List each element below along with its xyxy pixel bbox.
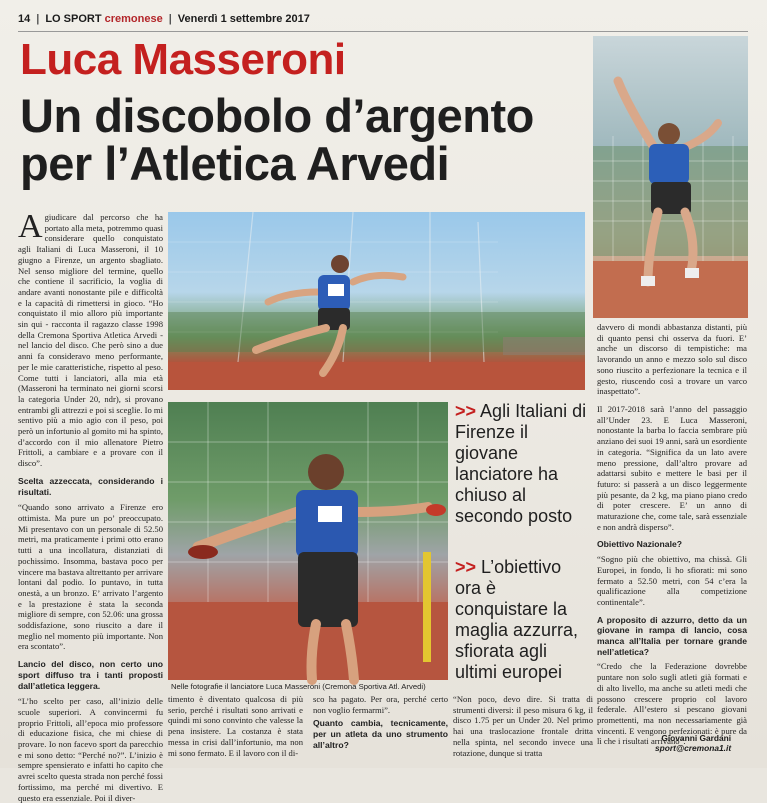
photo-caption: Nelle fotografie il lanciatore Luca Masseroni (Cremona Sportiva Atl. Arvedi) — [171, 682, 426, 691]
section-name — [45, 13, 162, 25]
pullquote-1 — [455, 401, 590, 527]
author-byline — [655, 733, 731, 753]
photo-athlete-vertical — [593, 36, 748, 318]
pullquote-arrows: >> — [455, 557, 477, 577]
article-paragraph: timento è diventato qualcosa di più serio, perché i risultati sono arrivati e quindi mi sono convinto che valesse la pena insistere. La costanza è stata messa in crisi dall’infortunio, ma non mi sono fermato. E il lavoro con il di- — [168, 694, 303, 758]
headline-line-2: per l’Atletica Arvedi — [20, 137, 450, 191]
author-email: sport@cremona1.it — [655, 743, 732, 753]
header-separator: | — [168, 13, 172, 25]
interview-question: Scelta azzeccata, considerando i risultati. — [18, 475, 163, 497]
article-paragraph — [18, 208, 163, 469]
article-paragraph: “Quando sono arrivato a Firenze ero ottimista. Ma pure un po’ preoccupato. Mi presentavo con un personale di 52.50 metri, ma praticamente i primi otto erano tutti a una incollatura, distanziati di pochissimo. Insomma, bastava poco per vincere ma bastava altrettanto per arrivare lontani dal podio. Io puntavo, in tutta onestà, a un bronzo. E’ arrivato l’argento e la prestazione è stata la seconda migliore di sempre, con 52.06: una grossa soddisfazione, sono riuscito a dare il meglio nel momento più importante. Non era scontato”. — [18, 502, 163, 652]
article-paragraph: “Sogno più che obiettivo, ma chissà. Gli Europei, in fondo, li ho sfiorati: mi sono fermato a 52.50 metri, con 54 c’era la qualificazione alla competizione continentale”. — [597, 554, 747, 607]
page-header — [18, 10, 748, 28]
photo-athlete-wide — [168, 212, 585, 390]
headline-line-1: Un discobolo d’argento — [20, 89, 534, 142]
pullquote-text: L’obiettivo ora è conquistare la maglia azzurra, sfiorata agli ultimi europei — [455, 557, 579, 682]
interview-question: Lancio del disco, non certo uno sport diffuso tra i tanti proposti dall’atletica leggera. — [18, 659, 163, 691]
photo-athlete-vertical-illustration — [593, 36, 748, 318]
article-column-2 — [168, 694, 448, 766]
article-column-3 — [453, 694, 593, 766]
page-number: 14 — [18, 13, 31, 25]
article-paragraph: davvero di mondi abbastanza distanti, più di quanto pensi chi osserva da fuori. E’ anche un discorso di tempistiche: ma lavorando un anno e mezzo solo sul disco sono riuscito a perfezionare la tecnica e il gesto, riuscendo così a trovare un varco inaspettato”. — [597, 322, 747, 397]
section-label: LO SPORT — [45, 13, 102, 25]
pullquote-2 — [455, 557, 590, 683]
article-paragraph: “Non poco, devo dire. Si tratta di strumenti diversi: il peso misura 6 kg, il disco 1.75 per un Under 20. Nel primo hai una traslocazione frontale dritta nella spinta, nel secondo invece una rotazione, dunque si tratta — [453, 694, 593, 758]
section-accent: cremonese — [104, 13, 163, 25]
headline-name: Luca Masseroni — [20, 35, 346, 84]
pullquote-text: Agli Italiani di Firenze il giovane lanciatore ha chiuso al secondo posto — [455, 401, 587, 526]
interview-question: A proposito di azzurro, detto da un giovane in rampa di lancio, cosa manca all’Italia per tornare grande nell’atletica? — [597, 614, 747, 657]
article-paragraph: sco ha pagato. Per ora, perché certo non voglio fermarmi”. — [313, 694, 448, 715]
article-column-1 — [18, 208, 163, 803]
header-separator: | — [36, 13, 40, 25]
paragraph-text: giudicare dal percorso che ha portato alla meta, potremmo quasi considerare quello conquistato agli Italiani di Luca Masseroni, il 10 giugno a Firenze, un argento sbagliato. Nel senso migliore del termine, quello che contiene il sacrificio, la voglia di andare avanti nonostante pile e difficoltà e la capacità di rimettersi in gioco. “Ho conquistato il mio alloro più importante sin qui - racconta il ragazzo classe 1998 della Cremona Sportiva Atletica Arvedi - nel lancio del disco. Che però sino a due anni fa consideravo meno performante, per le mie caratteristiche, rispetto al peso. Come tutti i lanciatori, alla mia età (Masseroni ha terminato nei giorni scorsi la categoria Under 20, ndr), si provano entrambi gli attrezzi e poi si sceglie. Io mi sentivo più a mio agio con il peso, poi però un infortunio al gomito mi ha spinto, d’accordo con il mio allenatore Pietro Frittoli, a cambiare e a provare con il disco”. — [18, 212, 163, 469]
photo-athlete-wide-illustration — [168, 212, 585, 390]
photo-athlete-closeup — [168, 402, 448, 680]
drop-cap: A — [18, 208, 43, 245]
article-paragraph: Il 2017-2018 sarà l’anno del passaggio all’Under 23. E Luca Masseroni, nonostante la barba lo faccia sembrare più anziano dei suoi 19 anni, sarà un esordiente in categoria. “Significa da un lato avere meno pressione, dall’altro provare ad adattarsi subito e mettere le basi per il futuro: si passerà a un disco leggermente più pesante, da 2 kg, ma piano piano credo di poter crescere. E’ un anno di maturazione che, come tale, sarà essenziale e non andrà disperso”. — [597, 404, 747, 532]
article-paragraph: “L’ho scelto per caso, all’inizio delle scuole superiori. A convincermi fu proprio Frittoli, all’epoca mio professore di educazione fisica, che mi chiese di provare. Io non facevo sport da parecchio e mi sono detto: “Perché no?”. L’inizio è sempre spensierato e infatti ho capito che avrei scelto questa strada non perché fossi fortissimo, ma perché mi divertivo. E questo era essenziale. Poi il diver- — [18, 696, 163, 803]
article-column-5 — [597, 404, 747, 749]
article-column-4 — [597, 322, 747, 412]
issue-date: Venerdì 1 settembre 2017 — [177, 13, 310, 25]
pullquote-arrows: >> — [455, 401, 477, 421]
article-paragraph: “Credo che la Federazione dovrebbe puntare non solo sugli atleti già formati e di alto livello, ma anche su atleti medi che possono crescere proprio col lavoro federale. All’estero si pescano giovani promettenti, ma non necessariamente già vincenti. E vengono perfezionati: è pure da lì che i risultati arrivano”. — [597, 661, 747, 747]
header-rule — [18, 31, 748, 32]
author-name: Giovanni Gardani — [661, 733, 732, 743]
headline-title — [20, 89, 580, 191]
interview-question: Quanto cambia, tecnicamente, per un atleta da uno strumento all’altro? — [313, 718, 448, 750]
interview-question: Obiettivo Nazionale? — [597, 539, 682, 550]
photo-athlete-closeup-illustration — [168, 402, 448, 680]
